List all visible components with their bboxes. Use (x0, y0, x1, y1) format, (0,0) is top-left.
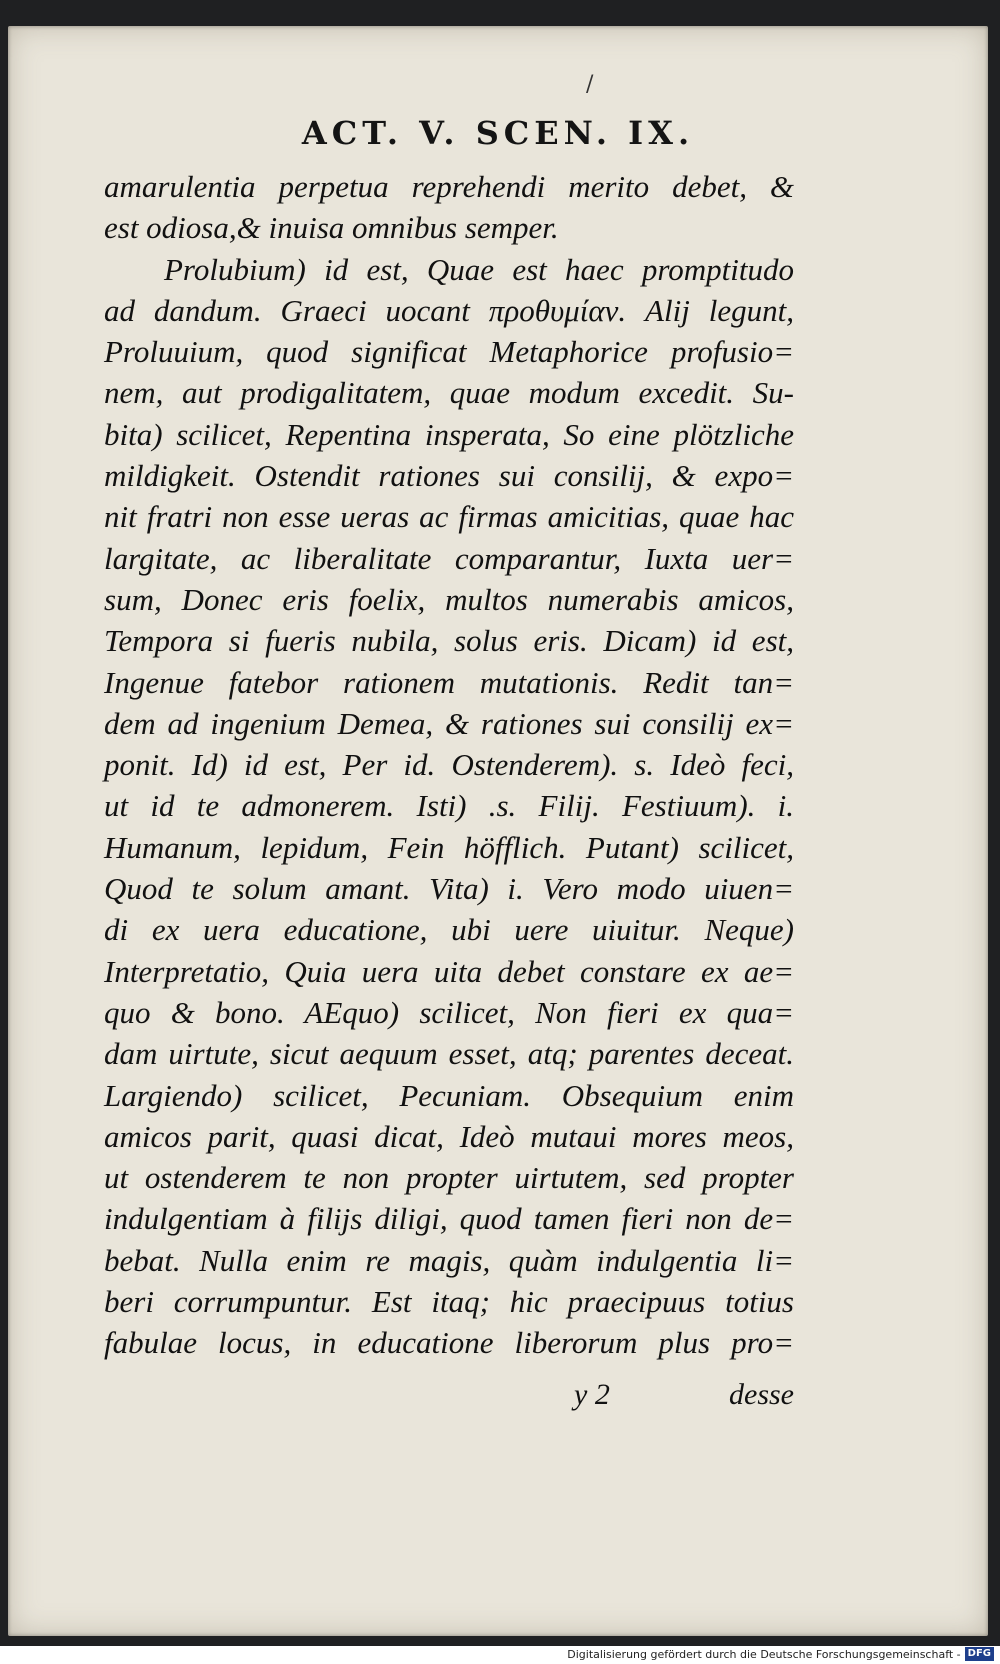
text-line: di ex uera educatione, ubi uere uiuitur. Neque) (104, 912, 794, 948)
text-line: ad dandum. Graeci uocant προθυμίαν. Alij legunt, (104, 292, 794, 328)
text-line: ponit. Id) id est, Per id. Ostenderem). s. Ideò feci, (104, 747, 794, 783)
page-footer (104, 1378, 794, 1418)
text-line: dam uirtute, sicut aequum esset, atq; parentes deceat. (104, 1036, 794, 1072)
text-line: sum, Donec eris foelix, multos numerabis amicos, (104, 581, 794, 617)
text-line: dem ad ingenium Demea, & rationes sui consilij ex= (104, 705, 794, 741)
page-mark: / (586, 72, 594, 97)
text-line: indulgentiam à filijs diligi, quod tamen fieri non de= (104, 1201, 794, 1237)
text-line: largitate, ac liberalitate comparantur, Iuxta uer= (104, 540, 794, 576)
text-line: fabulae locus, in educatione liberorum plus pro= (104, 1325, 794, 1361)
text-line: bita) scilicet, Repentina insperata, So eine plötzliche (104, 416, 794, 452)
credit-text: Digitalisierung gefördert durch die Deutsche Forschungsgemeinschaft - (567, 1648, 961, 1661)
catchword: desse (729, 1378, 794, 1411)
text-line: Prolubium) id est, Quae est haec promptitudo (164, 251, 794, 287)
text-line: beri corrumpuntur. Est itaq; hic praecipuus totius (104, 1284, 794, 1320)
running-head: ACT. V. SCEN. IX. (301, 114, 695, 152)
text-line: ut ostenderem te non propter uirtutem, sed propter (104, 1160, 794, 1196)
text-line: mildigkeit. Ostendit rationes sui consilij, & expo= (104, 458, 794, 494)
text-line: nem, aut prodigalitatem, quae modum excedit. Su- (104, 375, 794, 411)
text-line: Tempora si fueris nubila, solus eris. Dicam) id est, (104, 623, 794, 659)
text-line: quo & bono. AEquo) scilicet, Non fieri ex qua= (104, 994, 794, 1030)
text-line: Largiendo) scilicet, Pecuniam. Obsequium enim (104, 1077, 794, 1113)
digitization-credit (0, 1646, 1000, 1664)
text-line: Humanum, lepidum, Fein höfflich. Putant) scilicet, (104, 829, 794, 865)
text-line: est odiosa,& inuisa omnibus semper. (104, 210, 559, 246)
text-line: nit fratri non esse ueras ac firmas amicitias, quae hac (104, 499, 794, 535)
text-line: amarulentia perpetua reprehendi merito debet, & (104, 169, 794, 204)
text-line: Interpretatio, Quia uera uita debet constare ex ae= (104, 953, 794, 989)
dfg-logo-icon: DFG (965, 1647, 994, 1661)
book-page (8, 26, 988, 1636)
text-line: Quod te solum amant. Vita) i. Vero modo uiuen= (104, 871, 794, 907)
text-line: ut id te admonerem. Isti) .s. Filij. Festiuum). i. (104, 788, 794, 824)
text-line: Proluuium, quod significat Metaphorice profusio= (104, 334, 794, 370)
signature-mark: y 2 (574, 1378, 610, 1411)
text-line: Ingenue fatebor rationem mutationis. Redit tan= (104, 664, 794, 700)
text-line: bebat. Nulla enim re magis, quàm indulgentia li= (104, 1242, 794, 1278)
commentary-text (104, 166, 794, 1364)
text-line: amicos parit, quasi dicat, Ideò mutaui mores meos, (104, 1118, 794, 1154)
